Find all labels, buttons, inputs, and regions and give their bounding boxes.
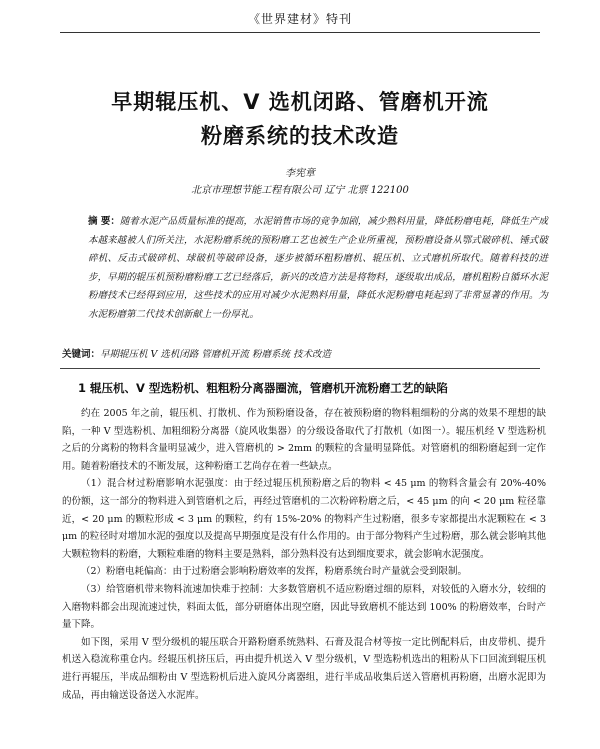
body-paragraph: （1）混合材过粉磨影响水泥强度：由于经过辊压机预粉磨之后的物料 < 45 μm 的物料含量会有 20%-40% 的份额，这一部分的物料进入到管磨机之后，再经过管磨机的二次粉碎粉磨之后，< 45 μm 的向 < 20 μm 粒径靠近，< 20 μm 的颗粒形成 < 3 μm 的颗粒，约有 15%-20% 的物料产生过粉磨，很多专家都提出水泥颗粒在 < 3 μm 的粒径时对增加水泥的强度以及提高早期强度是没有什么作用的。由于部分物料产生过粉磨，那么就会影响其他大颗粒物料的粉磨，大颗粒难磨的物料主要是熟料，部分熟料没有达到细度要求，就会影响水泥强度。 — [62, 478, 546, 560]
body-paragraph: （3）给管磨机带来物料流速加快难于控制：大多数管磨机不适应粉磨过细的原料，对较低的入磨水分，较细的入磨物料都会出现流速过快，料面太低，部分研磨体出现空磨，因此导致磨机不能达到 100% 的粉磨效率，台时产量下降。 — [62, 583, 546, 631]
running-head: 《世界建材》特刊 — [247, 12, 352, 26]
body-paragraph: 约在 2005 年之前，辊压机、打散机、作为预粉磨设备，存在被预粉磨的物料粗细粉的分离的效果不理想的缺陷，一种 V 型选粉机、加粗细粉分离器（旋风收集器）的分级设备取代了打散机（如图一）。辊压机经 V 型选粉机之后的分离粉的物料含量明显减少，进入管磨机的 > 2mm 的颗粒的含量明显降低。对管磨机的细粉磨起到一定作用。随着粉磨技术的不断发展，这种粉磨工艺尚存在着一些缺点。 — [62, 408, 546, 472]
author-name: 李宪章 — [285, 168, 315, 179]
keywords-text: 早期辊压机 V 选机闭路 管磨机开流 粉磨系统 技术改造 — [100, 349, 331, 360]
abstract — [88, 213, 548, 324]
author-affiliation: 北京市理想节能工程有限公司 辽宁 北票 122100 — [191, 185, 409, 196]
abstract-label: 摘 要： — [88, 216, 120, 227]
header-rule — [60, 32, 540, 33]
keywords — [62, 347, 542, 363]
section-divider — [60, 368, 540, 369]
keywords-label: 关键词： — [62, 349, 101, 360]
section-1-heading: 1 辊压机、V 型选粉机、粗粗粉分离器圈流，管磨机开流粉磨工艺的缺陷 — [78, 381, 448, 395]
title-line-2: 粉磨系统的技术改造 — [201, 124, 399, 148]
body-paragraph: 如下图，采用 V 型分级机的辊压联合开路粉磨系统熟料、石膏及混合材等按一定比例配料后，由皮带机、提升机送入稳流称重仓内。经辊压机挤压后，再由提升机送入 V 型分级机，V 型选粉机选出的粗粉从下口回流到辊压机进行再辊压，半成品细粉由 V 型选粉机后进入旋风分离器组，进行半成品收集后送入管磨机再粉磨，出磨水泥即为成品，再由输送设备送入水泥库。 — [62, 636, 546, 701]
body-paragraph: （2）粉磨电耗偏高：由于过粉磨会影响粉磨效率的发挥，粉磨系统台时产量就会受到限制。 — [81, 566, 468, 578]
section-1-body — [62, 405, 546, 704]
abstract-text: 随着水泥产品质量标准的提高，水泥销售市场的竞争加剧，减少熟料用量，降低粉磨电耗，降低生产成本越来越被人们所关注，水泥粉磨系统的预粉磨工艺也被生产企业所重视，预粉磨设备从鄂式破碎机、锤式破碎机、反击式破碎机、球破机等破碎设备，逐步被循环粗粉磨机、辊压机、立式磨机所取代。随着科技的进步，早期的辊压机预粉磨粉磨工艺已经落后，新兴的改造方法是将物料，逐级取出成品，磨机粗粉自循环水泥粉磨技术已经得到应用，这些技术的应用对减少水泥熟料用量，降低水泥粉磨电耗起到了非常显著的作用。为水泥粉磨第二代技术创新献上一份厚礼。 — [88, 216, 548, 320]
article-title — [0, 85, 600, 153]
title-line-1: 早期辊压机、V 选机闭路、管磨机开流 — [111, 90, 489, 114]
